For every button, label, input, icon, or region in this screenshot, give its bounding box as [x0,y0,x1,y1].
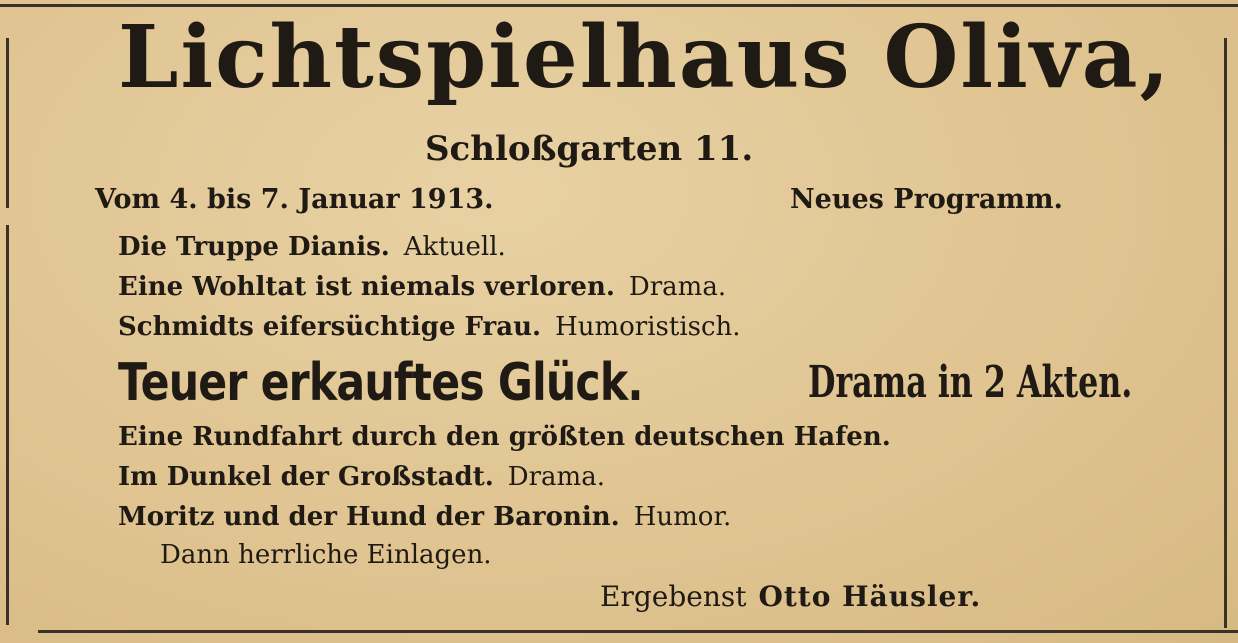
film-genre: Drama. [507,462,605,492]
signature-line [600,577,981,617]
program-item [118,500,731,534]
cinema-title: Lichtspielhaus Oliva, [118,7,1172,108]
cinema-address: Schloßgarten 11. [425,129,754,169]
film-title: Moritz und der Hund der Baronin. [118,502,620,532]
border-bottom [38,630,1238,633]
extra-note: Dann herrliche Einlagen. [160,540,492,570]
featured-program-item [118,348,1133,430]
signature-name: Otto Häusler. [758,580,982,613]
border-left-lower [6,225,9,625]
film-title: Im Dunkel der Großstadt. [118,462,494,492]
program-item [118,420,891,454]
film-title: Eine Rundfahrt durch den größten deutschen Hafen. [118,422,891,452]
featured-film-title: Teuer erkauftes Glück. [118,353,643,413]
program-dates: Vom 4. bis 7. Januar 1913. [95,184,494,215]
film-title: Eine Wohltat ist niemals verloren. [118,272,615,302]
program-item [118,310,741,344]
featured-film-genre: Drama in 2 Akten. [808,357,1133,408]
program-item [118,460,605,494]
film-title: Schmidts eifersüchtige Frau. [118,312,542,342]
closing-word: Ergebenst [600,580,747,613]
border-left-upper [6,38,9,208]
border-right [1224,38,1227,628]
program-item [118,270,726,304]
film-genre: Drama. [628,272,727,302]
film-genre: Humor. [633,502,732,532]
film-genre: Aktuell. [403,232,506,262]
film-title: Die Truppe Dianis. [118,232,390,262]
film-genre: Humoristisch. [555,312,741,342]
program-item [118,230,506,264]
program-label: Neues Programm. [790,184,1063,215]
